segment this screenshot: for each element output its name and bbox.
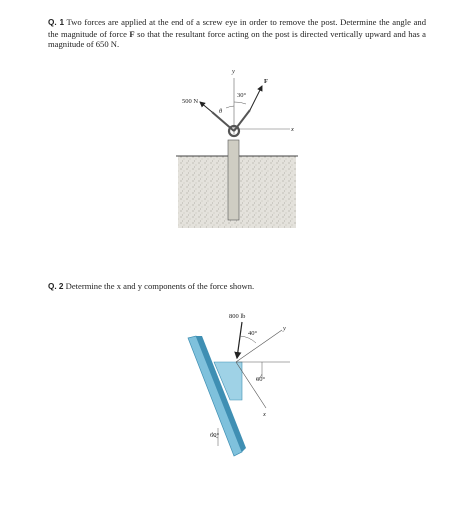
force-800lb-arrow — [237, 322, 242, 358]
angle-40-arc — [240, 336, 256, 343]
force-800lb-label: 800 lb — [229, 313, 246, 320]
axis-y-label: y — [232, 68, 235, 75]
axis-x-label: x — [291, 126, 294, 133]
force-500n-label: 500 N — [182, 98, 199, 105]
question-2-number: Q. 2 — [48, 282, 64, 291]
question-1-body: Two forces are applied at the end of a screw eye in order to remove the post. Determine the angle and the magnitude of force — [48, 17, 426, 39]
question-2-body: Determine the x and y components of the force shown. — [63, 281, 255, 291]
angle-60-lower-label: 60° — [210, 432, 220, 439]
angle-30-label: 30° — [237, 92, 247, 99]
theta-label: θ — [219, 108, 223, 115]
axis-y-label-2: y — [283, 325, 286, 332]
question-1-number: Q. 1 — [48, 18, 64, 27]
axis-y-incline — [236, 330, 282, 362]
axis-x-label-2: x — [263, 411, 266, 418]
force-f-bold: F — [129, 28, 135, 39]
question-1-body-end: so that the resultant force acting on the post is directed vertically upward and has a magnitude of 650 N. — [48, 28, 426, 50]
angle-60-upper-label: 60° — [256, 376, 266, 383]
force-f-label: F — [264, 78, 268, 85]
angle-40-label: 40° — [248, 330, 258, 337]
